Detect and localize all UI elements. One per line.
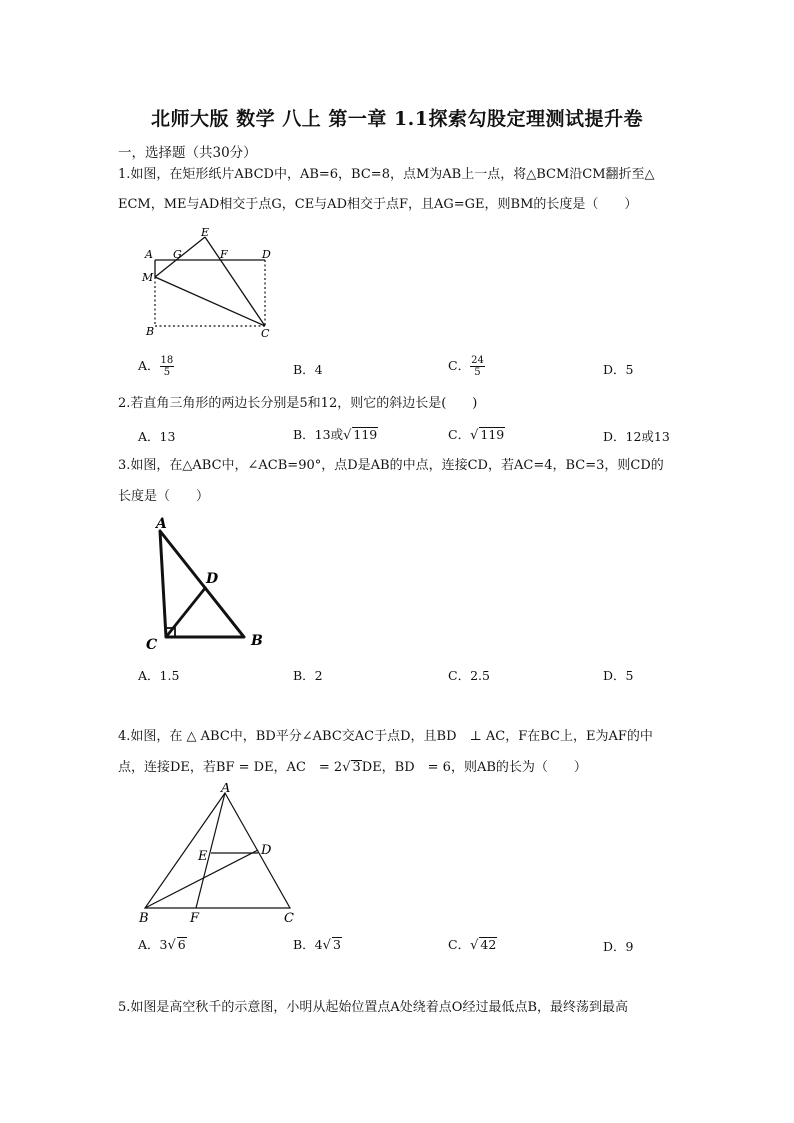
q3-label-b: B [251, 633, 263, 649]
q4-label-e: E [198, 849, 208, 864]
q2-option-d[interactable]: D．12或13 [603, 429, 670, 444]
q3-option-d[interactable]: D．5 [603, 668, 634, 683]
q4-option-d[interactable]: D．9 [603, 939, 634, 954]
q3-figure [140, 515, 270, 655]
q3-median-cd [166, 587, 206, 637]
q1-label-d: D [262, 248, 271, 261]
q4-option-b[interactable] [293, 935, 342, 953]
q3-label-d: D [206, 571, 219, 587]
q1-option-d[interactable]: D．5 [603, 362, 634, 377]
section-heading: 一，选择题（共30分） [118, 145, 257, 161]
q1-text-line2: ECM，ME与AD相交于点G，CE与AD相交于点F，且AG=GE，则BM的长度是（ ） [118, 197, 638, 212]
q2-option-b-radicand: 119 [353, 427, 378, 442]
q3-option-a[interactable]: A．1.5 [138, 668, 180, 683]
q2-option-c-prefix: C． [448, 427, 471, 442]
q4-option-a-radical-sign: √ [167, 938, 176, 953]
page-title: 北师大版 数学 八上 第一章 1.1探索勾股定理测试提升卷 [150, 108, 643, 130]
q3-text-line1: 3.如图，在△ABC中，∠ACB=90°，点D是AB的中点，连接CD，若AC=4，BC=3，则CD的 [118, 458, 664, 473]
q4-option-c[interactable] [448, 935, 497, 953]
q2-option-c-radical-sign: √ [470, 428, 479, 443]
q1-option-a-denominator: 5 [163, 367, 171, 378]
q2-option-a[interactable]: A．13 [138, 429, 176, 444]
q3-text-line2: 长度是（ ） [118, 489, 210, 504]
q4-text-line2 [118, 758, 587, 778]
q4-label-d: D [261, 843, 272, 858]
q2-option-b-prefix: B．13或 [293, 427, 344, 442]
q4-radicand: 3 [352, 760, 361, 775]
q2-text-line1: 2.若直角三角形的两边长分别是5和12，则它的斜边长是( ) [118, 396, 478, 411]
q5-text-line1: 5.如图是高空秋千的示意图，小明从起始位置点A处绕着点O经过最低点B，最终荡到最高 [118, 1000, 629, 1015]
q1-option-c-denominator: 5 [474, 367, 481, 378]
q4-figure [130, 783, 310, 928]
q2-option-b-radical-sign: √ [343, 428, 352, 443]
q4-text-line2-a: 点，连接DE，若BF = DE，AC = 2 [118, 760, 343, 775]
q3-label-a: A [156, 516, 167, 532]
q1-option-a-prefix: A． [138, 358, 160, 373]
q4-text-line1: 4.如图，在 △ ABC中，BD平分∠ABC交AC于点D，且BD ⊥ AC，F在BC上，E为AF的中 [118, 729, 653, 744]
q1-label-e: E [201, 226, 210, 239]
q4-label-b: B [139, 911, 149, 926]
q1-option-c-numerator: 24 [471, 355, 484, 366]
q1-label-f: F [220, 248, 228, 261]
q1-option-a-fraction [160, 355, 175, 378]
q1-option-c[interactable] [448, 355, 485, 378]
q2-option-c-radicand: 119 [480, 427, 505, 442]
q1-label-m: M [142, 271, 154, 284]
q1-text-line1: 1.如图，在矩形纸片ABCD中，AB=6，BC=8，点M为AB上一点，将△BCM沿CM翻折至△ [118, 167, 655, 182]
q4-option-c-prefix: C． [448, 937, 471, 952]
q2-option-b[interactable] [293, 425, 378, 443]
q4-label-f: F [190, 911, 200, 926]
q3-option-c[interactable]: C．2.5 [448, 668, 490, 683]
q4-option-a-radicand: 6 [177, 937, 186, 952]
q4-option-b-prefix: B．4 [293, 937, 323, 952]
q4-option-b-radical-sign: √ [322, 938, 331, 953]
q1-option-c-prefix: C． [448, 358, 471, 373]
q3-option-b[interactable]: B．2 [293, 668, 323, 683]
q1-option-c-fraction [470, 355, 485, 378]
q1-option-a[interactable] [138, 355, 174, 378]
q4-option-c-radical-sign: √ [470, 938, 479, 953]
q1-label-c: C [261, 327, 270, 340]
q1-label-g: G [173, 248, 182, 261]
q1-label-a: A [145, 248, 153, 261]
q3-triangle [160, 531, 244, 637]
q4-option-a[interactable] [138, 935, 187, 953]
q1-figure [135, 225, 285, 345]
q1-label-b: B [146, 325, 155, 338]
q3-label-c: C [146, 637, 158, 653]
q2-option-c[interactable] [448, 425, 505, 443]
q4-label-a: A [221, 783, 231, 796]
q4-option-a-prefix: A．3 [138, 937, 168, 952]
q4-text-line2-b: DE，BD = 6，则AB的长为（ ） [361, 760, 587, 775]
q4-label-c: C [284, 911, 294, 926]
q4-option-b-radicand: 3 [332, 937, 341, 952]
q4-option-c-radicand: 42 [480, 937, 497, 952]
q4-radical-sign: √ [342, 760, 351, 775]
q1-option-b[interactable]: B．4 [293, 362, 323, 377]
q1-option-a-numerator: 18 [160, 355, 174, 366]
